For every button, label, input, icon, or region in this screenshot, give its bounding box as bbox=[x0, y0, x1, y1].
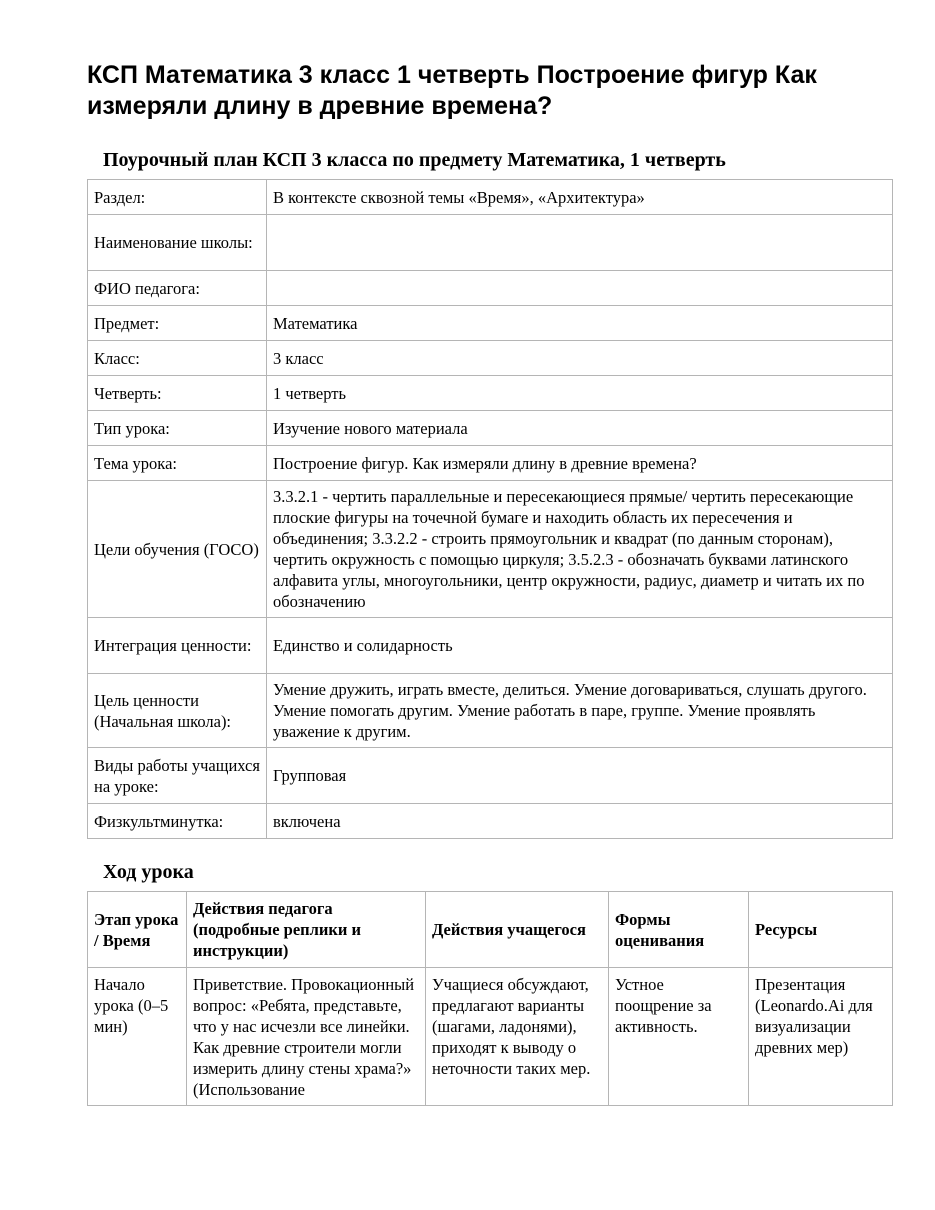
info-row-lesson-type bbox=[88, 411, 893, 446]
info-label: Цели обучения (ГОСО) bbox=[88, 481, 267, 618]
info-row-quarter bbox=[88, 376, 893, 411]
info-row-subject bbox=[88, 306, 893, 341]
info-row-teacher bbox=[88, 271, 893, 306]
column-header: Действия педагога (подробные реплики и инструкции) bbox=[187, 892, 426, 968]
info-row-value-goal bbox=[88, 674, 893, 748]
lesson-flow-table bbox=[87, 891, 893, 1106]
lesson-stage-cell: Начало урока (0–5 мин) bbox=[88, 968, 187, 1106]
info-label: Тема урока: bbox=[88, 446, 267, 481]
info-value: Изучение нового материала bbox=[267, 411, 893, 446]
assessment-cell: Устное поощрение за активность. bbox=[609, 968, 749, 1106]
info-row-school bbox=[88, 215, 893, 271]
info-label: Тип урока: bbox=[88, 411, 267, 446]
lesson-flow-heading: Ход урока bbox=[103, 861, 194, 883]
column-header: Этап урока / Время bbox=[88, 892, 187, 968]
info-value: 3 класс bbox=[267, 341, 893, 376]
info-value: Единство и солидарность bbox=[267, 618, 893, 674]
info-label: Интеграция ценности: bbox=[88, 618, 267, 674]
info-value: В контексте сквозной темы «Время», «Архитектура» bbox=[267, 180, 893, 215]
lesson-info-table bbox=[87, 179, 893, 839]
info-row-learning-goals bbox=[88, 481, 893, 618]
info-label: Наименование школы: bbox=[88, 215, 267, 271]
info-value: Групповая bbox=[267, 748, 893, 804]
info-label: ФИО педагога: bbox=[88, 271, 267, 306]
teacher-actions-cell: Приветствие. Провокационный вопрос: «Ребята, представьте, что у нас исчезли все линейки. Как древние строители могли измерить длину стены храма?» (Использование bbox=[187, 968, 426, 1106]
info-value: Умение дружить, играть вместе, делиться. Умение договариваться, слушать другого. Умение помогать другим. Умение работать в паре, группе. Умение проявлять уважение к другим. bbox=[267, 674, 893, 748]
table-row bbox=[88, 968, 893, 1106]
info-row-section bbox=[88, 180, 893, 215]
info-value: Построение фигур. Как измеряли длину в древние времена? bbox=[267, 446, 893, 481]
column-header: Действия учащегося bbox=[426, 892, 609, 968]
plan-heading: Поурочный план КСП 3 класса по предмету Математика, 1 четверть bbox=[103, 149, 726, 171]
info-label: Предмет: bbox=[88, 306, 267, 341]
info-row-lesson-topic bbox=[88, 446, 893, 481]
info-label: Физкультминутка: bbox=[88, 804, 267, 839]
info-value: включена bbox=[267, 804, 893, 839]
info-label: Раздел: bbox=[88, 180, 267, 215]
info-row-value-integration bbox=[88, 618, 893, 674]
info-row-exercise-break bbox=[88, 804, 893, 839]
document-title: КСП Математика 3 класс 1 четверть Построение фигур Как измеряли длину в древние времена? bbox=[87, 61, 817, 120]
info-label: Класс: bbox=[88, 341, 267, 376]
column-header: Ресурсы bbox=[749, 892, 893, 968]
info-value: 1 четверть bbox=[267, 376, 893, 411]
info-value bbox=[267, 215, 893, 271]
info-label: Цель ценности (Начальная школа): bbox=[88, 674, 267, 748]
resources-cell: Презентация (Leonardo.Ai для визуализации древних мер) bbox=[749, 968, 893, 1106]
info-row-work-types bbox=[88, 748, 893, 804]
column-header: Формы оценивания bbox=[609, 892, 749, 968]
info-value bbox=[267, 271, 893, 306]
student-actions-cell: Учащиеся обсуждают, предлагают варианты (шагами, ладонями), приходят к выводу о неточности таких мер. bbox=[426, 968, 609, 1106]
info-value: 3.3.2.1 - чертить параллельные и пересекающиеся прямые/ чертить пересекающие плоские фигуры на точечной бумаге и находить область их пересечения и объединения; 3.3.2.2 - строить прямоугольник и квадрат (по данным сторонам), чертить окружность с помощью циркуля; 3.5.2.3 - обозначать буквами латинского алфавита углы, многоугольники, центр окружности, радиус, диаметр и читать их по обозначению bbox=[267, 481, 893, 618]
info-label: Четверть: bbox=[88, 376, 267, 411]
info-value: Математика bbox=[267, 306, 893, 341]
lesson-table-header bbox=[88, 892, 893, 968]
info-label: Виды работы учащихся на уроке: bbox=[88, 748, 267, 804]
info-row-grade bbox=[88, 341, 893, 376]
